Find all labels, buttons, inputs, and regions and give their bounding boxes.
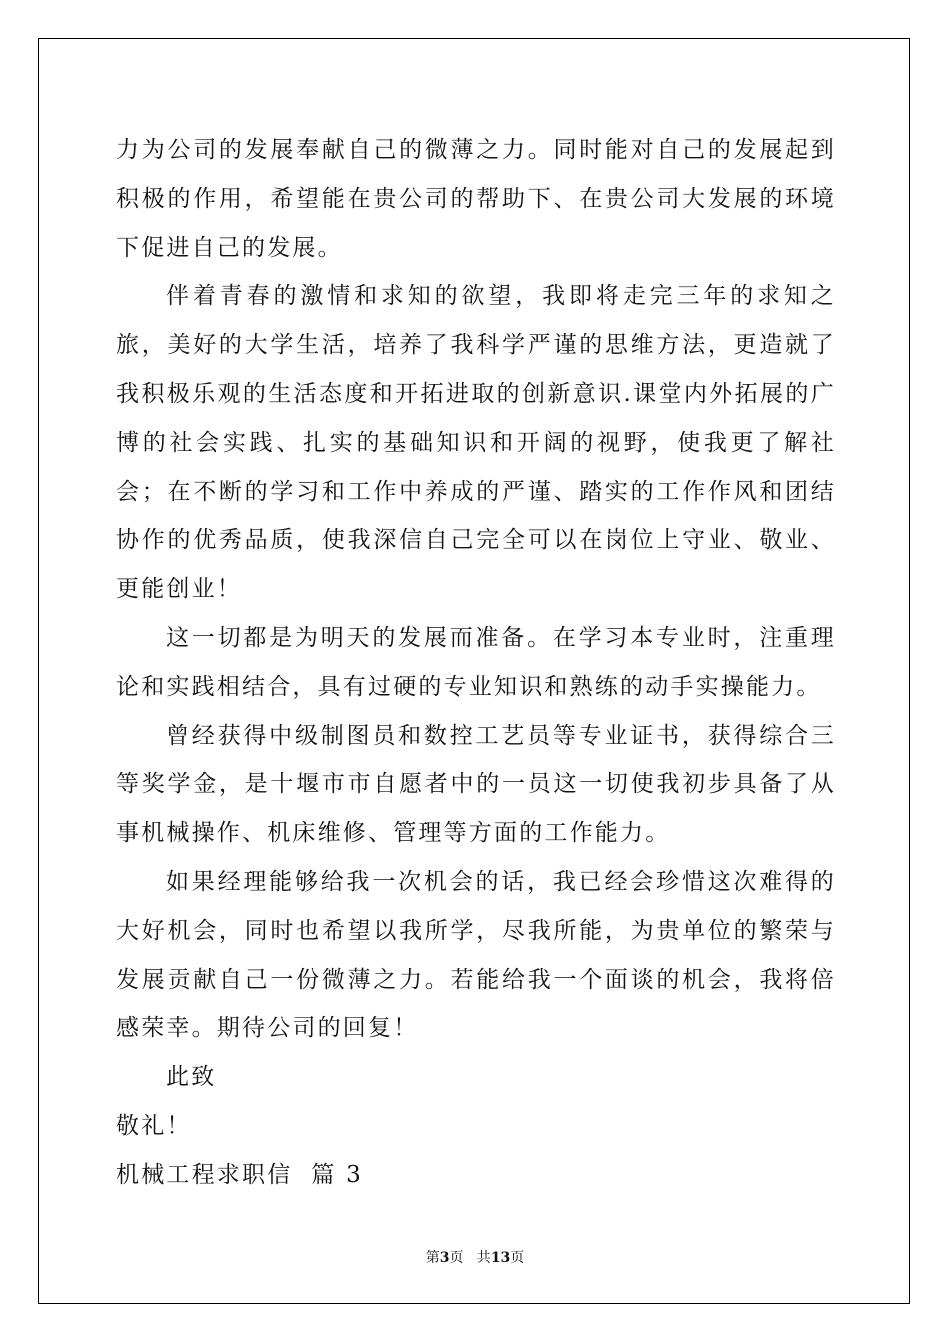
paragraph-youth: 伴着青春的激情和求知的欲望，我即将走完三年的求知之旅，美好的大学生活，培养了我科学严谨的思维方法，更造就了我积极乐观的生活态度和开拓进取的创新意识.课堂内外拓展的广博的社会实践、扎实的基础知识和开阔的视野，使我更了解社会；在不断的学习和工作中养成的严谨、踏实的工作作风和团结协作的优秀品质，使我深信自己完全可以在岗位上守业、敬业、更能创业！ xyxy=(116,283,836,603)
paragraph-request: 如果经理能够给我一次机会的话，我已经会珍惜这次难得的大好机会，同时也希望以我所学，尽我所能，为贵单位的繁荣与发展贡献自己一份微薄之力。若能给我一个面谈的机会，我将倍感荣幸。期待公司的回复！ xyxy=(116,868,836,1042)
page-footer xyxy=(0,1247,950,1267)
paragraph-preparation: 这一切都是为明天的发展而准备。在学习本专业时，注重理论和实践相结合，具有过硬的专业知识和熟练的动手实操能力。 xyxy=(116,624,836,700)
paragraph-continuation: 力为公司的发展奉献自己的微薄之力。同时能对自己的发展起到积极的作用，希望能在贵公司的帮助下、在贵公司大发展的环境下促进自己的发展。 xyxy=(116,137,836,261)
closing-line: 此致 xyxy=(166,1064,217,1091)
letter-body xyxy=(116,126,836,1200)
paragraph-certificates: 曾经获得中级制图员和数控工艺员等专业证书，获得综合三等奖学金，是十堰市市自愿者中的一员这一切使我初步具备了从事机械操作、机床维修、管理等方面的工作能力。 xyxy=(116,722,836,847)
total-page-number: 13 xyxy=(490,1250,511,1266)
page-mid: 页 共 xyxy=(449,1250,491,1266)
section-title: 机械工程求职信 篇 3 xyxy=(116,1161,363,1188)
salutation-line: 敬礼！ xyxy=(116,1112,192,1139)
current-page-number: 3 xyxy=(439,1250,450,1266)
page-prefix: 第 xyxy=(425,1250,440,1266)
page-suffix: 页 xyxy=(510,1250,525,1266)
